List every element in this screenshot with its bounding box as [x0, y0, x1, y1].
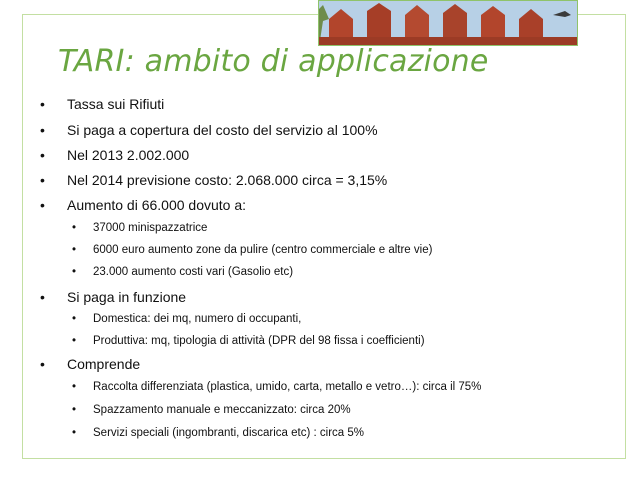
list-subitem: • Domestica: dei mq, numero di occupanti,: [72, 313, 302, 325]
bullet-icon: •: [72, 404, 77, 416]
slide-title: TARI: ambito di applicazione: [58, 44, 489, 79]
list-subitem: • Produttiva: mq, tipologia di attività (DPR del 98 fissa i coefficienti): [72, 335, 425, 347]
list-item: • Nel 2014 previsione costo: 2.068.000 circa = 3,15%: [40, 172, 388, 188]
bullet-icon: •: [72, 222, 77, 234]
bullet-icon: •: [40, 147, 45, 163]
list-subitem: • Servizi speciali (ingombranti, discarica etc) : circa 5%: [72, 427, 364, 439]
bullet-icon: •: [72, 313, 77, 325]
list-item: • Aumento di 66.000 dovuto a:: [40, 197, 247, 213]
bullet-icon: •: [40, 96, 45, 112]
bullet-icon: •: [40, 356, 45, 372]
bullet-icon: •: [72, 381, 77, 393]
list-subitem: • 37000 minispazzatrice: [72, 222, 208, 234]
bullet-icon: •: [40, 289, 45, 305]
list-subitem: • Raccolta differenziata (plastica, umido, carta, metallo e vetro…): circa il 75%: [72, 381, 482, 393]
list-subitem: • Spazzamento manuale e meccanizzato: circa 20%: [72, 404, 351, 416]
bullet-icon: •: [40, 197, 45, 213]
bullet-icon: •: [40, 172, 45, 188]
bullet-icon: •: [72, 427, 77, 439]
list-item: • Si paga a copertura del costo del servizio al 100%: [40, 122, 378, 138]
bullet-icon: •: [40, 122, 45, 138]
list-subitem: • 6000 euro aumento zone da pulire (centro commerciale e altre vie): [72, 244, 433, 256]
list-item: • Tassa sui Rifiuti: [40, 96, 165, 112]
list-item: • Comprende: [40, 356, 141, 372]
list-subitem: • 23.000 aumento costi vari (Gasolio etc): [72, 266, 294, 278]
bullet-icon: •: [72, 244, 77, 256]
bullet-icon: •: [72, 335, 77, 347]
list-item: • Nel 2013 2.002.000: [40, 147, 190, 163]
bullet-icon: •: [72, 266, 77, 278]
list-item: • Si paga in funzione: [40, 289, 187, 305]
